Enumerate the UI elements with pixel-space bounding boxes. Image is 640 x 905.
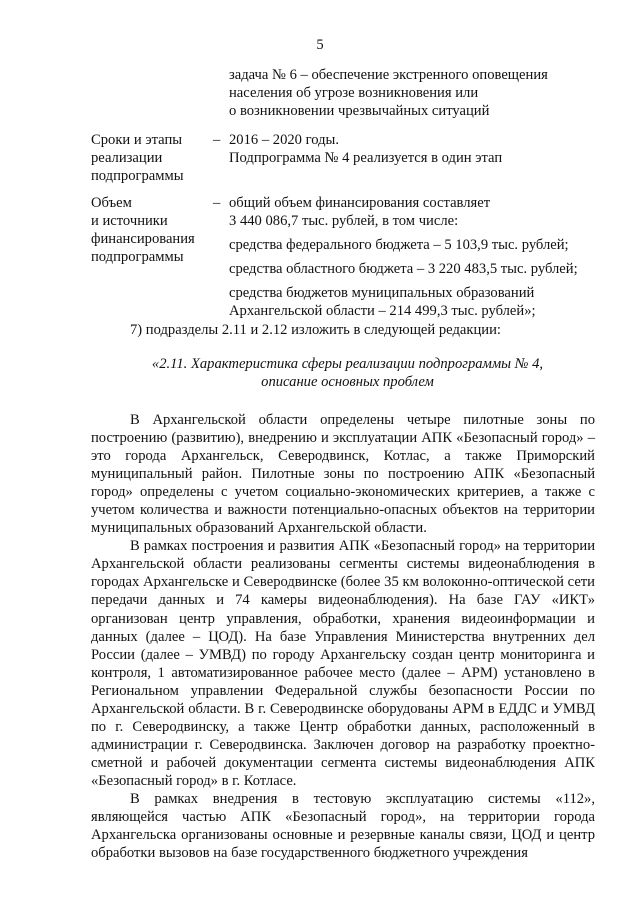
heading-line: описание основных проблем — [261, 374, 434, 390]
label-line: и источники — [91, 213, 168, 229]
paragraph: В Архангельской области определены четыре пилотные зоны по построению (развитию), внедрению и эксплуатации АПК «Безопасный город» – это города Архангельск, Северодвинск, Котлас, а также Приморский муниципальный район. Пилотные зоны по построению АПК «Безопасный город» определены с учетом социально-экономических критериев, а также с учетом количества и важности потенциально-опасных объектов на территории муниципальных образований Архангельской области. — [91, 412, 595, 537]
label-line: подпрограммы — [91, 249, 184, 265]
funding-value — [229, 194, 619, 320]
value-line: средства областного бюджета – 3 220 483,5 тыс. рублей; — [229, 261, 578, 277]
value-line: Архангельской области – 214 499,3 тыс. рублей»; — [229, 303, 536, 319]
value-line: общий объем финансирования составляет — [229, 195, 491, 211]
timeline-label — [91, 131, 201, 185]
paragraph: В рамках внедрения в тестовую эксплуатацию системы «112», являющейся частью АПК «Безопасный город», на территории города Архангельска организованы основные и резервные каналы связи, ЦОД и центр обработки вызовов на базе государственного бюджетного учреждения — [91, 790, 595, 862]
value-line: 3 440 086,7 тыс. рублей, в том числе: — [229, 213, 459, 229]
value-line: средства бюджетов муниципальных образований — [229, 285, 535, 301]
paragraph: В рамках построения и развития АПК «Безопасный город» на территории Архангельской области реализованы сегменты системы видеонаблюдения в городах Архангельске и Северодвинске (более 35 км волоконно-оптической сети передачи данных и 74 камеры видеонаблюдения). На базе ГАУ «ИКТ» организован центр управления, обработки, хранения видеоинформации и данных (далее – ЦОД). На базе Управления Министерства внутренних дел России (далее – УМВД) по городу Архангельску создан центр мониторинга и контроля, 1 автоматизированное рабочее место (далее – АРМ) установлено в Региональном управлении Федеральной службы безопасности России по Архангельской области. В г. Северодвинске оборудованы АРМ в ЕДДС и УМВД по г. Северодвинску, а также Центр обработки данных, расположенный в администрации г. Северодвинска. Заключен договор на разработку проектно-сметной и рабочей документации сегмента системы видеонаблюдения АПК «Безопасный город» в г. Котласе. — [91, 538, 595, 789]
heading-line: «2.11. Характеристика сферы реализации подпрограммы № 4, — [151, 356, 544, 372]
label-line: реализации — [91, 150, 163, 166]
task-continuation — [229, 66, 609, 120]
task-line: населения об угрозе возникновения или — [229, 85, 479, 101]
funding-dash: – — [213, 195, 221, 211]
value-line: Подпрограмма № 4 реализуется в один этап — [229, 150, 503, 166]
timeline-value — [229, 131, 619, 167]
funding-label — [91, 194, 201, 266]
section-heading — [90, 355, 605, 391]
timeline-dash: – — [213, 132, 221, 148]
task-line: задача № 6 – обеспечение экстренного оповещения — [229, 67, 548, 83]
label-line: Объем — [91, 195, 132, 211]
body-text — [91, 411, 595, 862]
page-number: 5 — [316, 37, 324, 53]
label-line: подпрограммы — [91, 168, 184, 184]
value-line: 2016 – 2020 годы. — [229, 132, 339, 148]
value-line: средства федерального бюджета – 5 103,9 тыс. рублей; — [229, 237, 569, 253]
task-line: о возникновении чрезвычайных ситуаций — [229, 103, 490, 119]
label-line: финансирования — [91, 231, 195, 247]
label-line: Сроки и этапы — [91, 132, 183, 148]
amendment-line: 7) подразделы 2.11 и 2.12 изложить в следующей редакции: — [130, 322, 501, 338]
